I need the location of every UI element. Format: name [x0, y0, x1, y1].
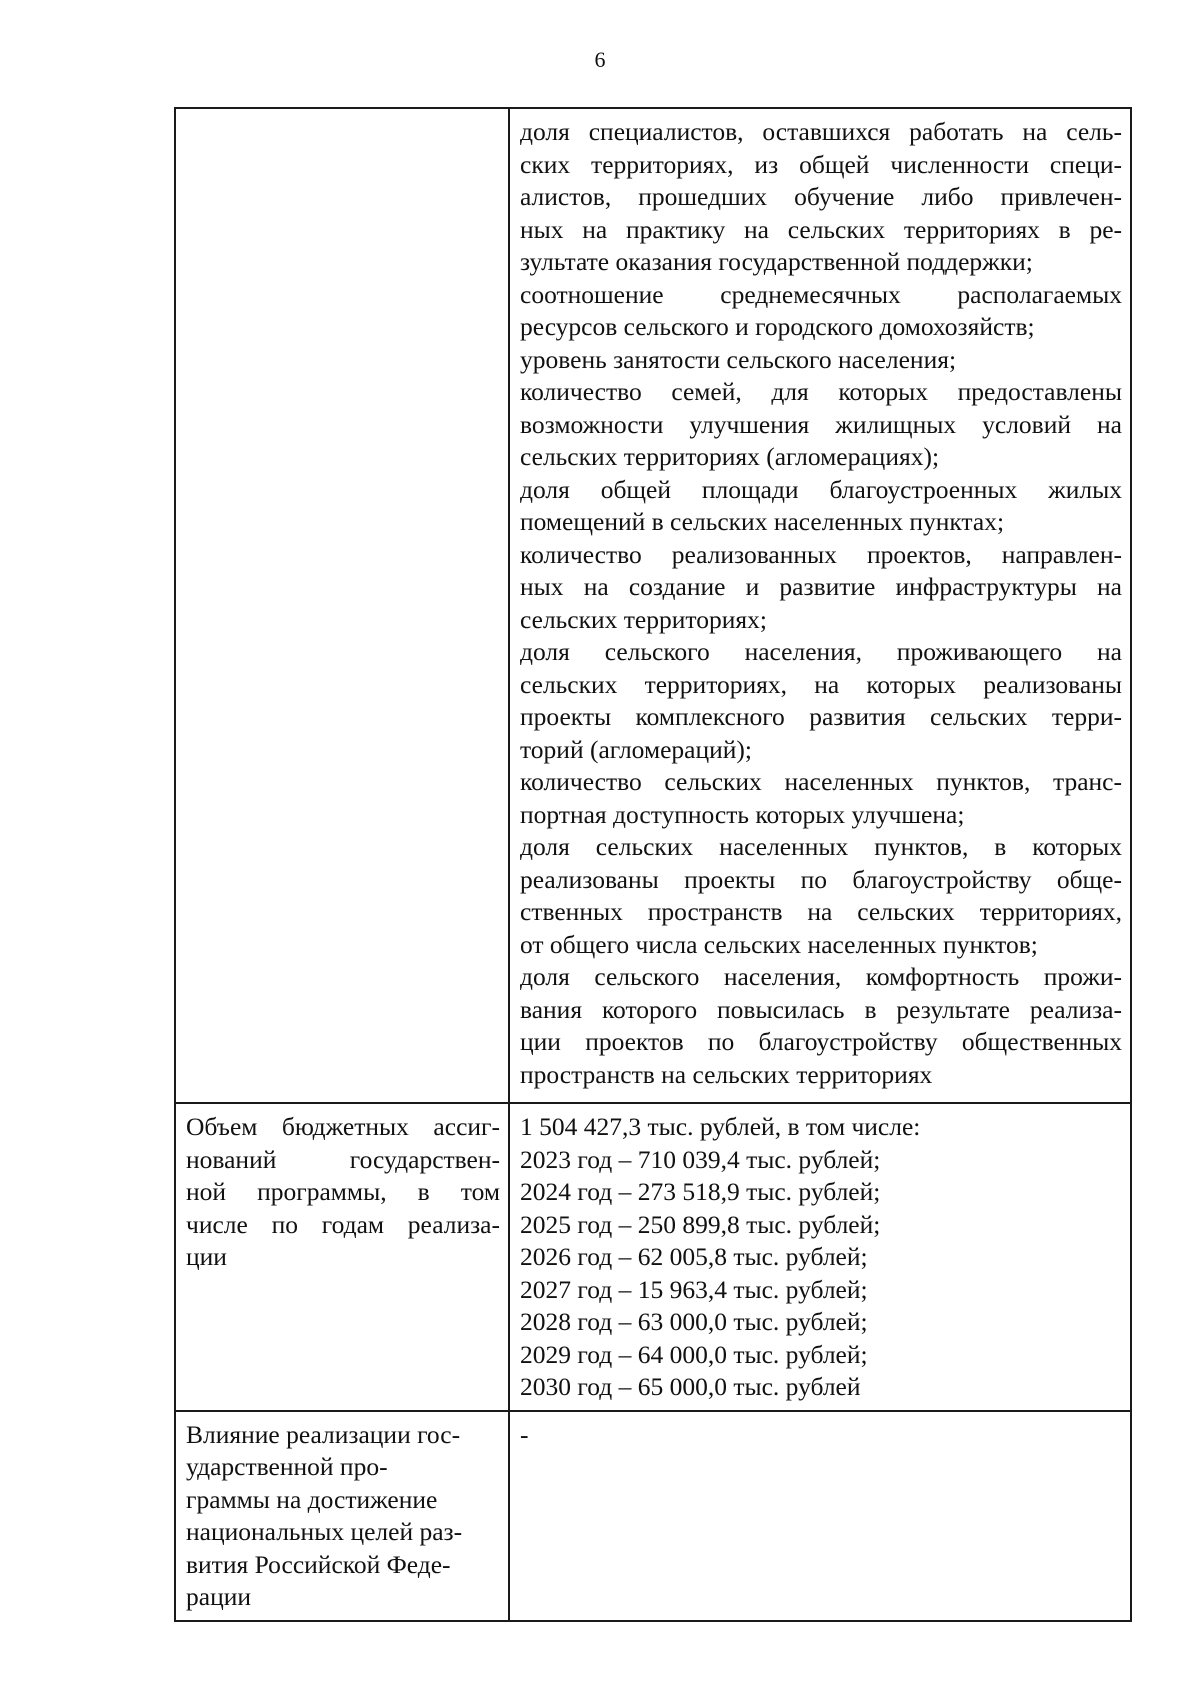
indicator-line: ресурсов сельского и городского домохозяйств; — [520, 312, 1035, 341]
influence-label-line: вития Российской Феде- — [186, 1549, 451, 1579]
indicator-line: ных на создание и развитие инфраструктуры на — [520, 572, 1122, 601]
budget-label-cell — [175, 1103, 509, 1411]
indicator-line: сельских территориях; — [520, 604, 767, 634]
influence-label-line: рации — [186, 1582, 252, 1611]
influence-value-cell: - — [509, 1411, 1131, 1621]
indicator-line: доля сельского населения, проживающего на — [520, 637, 1122, 666]
indicator-line: сельских территориях (агломерациях); — [520, 442, 940, 471]
program-passport-table — [174, 107, 1132, 1622]
indicator-line: доля общей площади благоустроенных жилых — [520, 474, 1122, 504]
influence-label-line: ударственной про- — [186, 1452, 388, 1481]
indicator-line: пространств на сельских территориях — [520, 1059, 933, 1089]
page-number: 6 — [594, 47, 606, 72]
table-row-budget — [175, 1103, 1131, 1411]
budget-year-line: 2030 год – 65 000,0 тыс. рублей — [520, 1372, 861, 1401]
budget-year-line: 2023 год – 710 039,4 тыс. рублей; — [520, 1144, 881, 1174]
indicator-line: проекты комплексного развития сельских терри- — [520, 702, 1122, 731]
indicator-line: доля специалистов, оставшихся работать на сель- — [520, 117, 1122, 146]
indicator-line: зультате оказания государственной поддержки; — [520, 247, 1033, 276]
budget-total-line: 1 504 427,3 тыс. рублей, в том числе: — [520, 1112, 921, 1141]
indicator-line: ции проектов по благоустройству общественных — [520, 1027, 1122, 1056]
indicator-line: возможности улучшения жилищных условий на — [520, 409, 1122, 439]
indicator-line: ственных пространств на сельских территориях, — [520, 897, 1122, 926]
indicator-line: торий (агломераций); — [520, 734, 752, 764]
indicator-line: ных на практику на сельских территориях в ре- — [520, 214, 1122, 244]
indicator-line: доля сельского населения, комфортность прожи- — [520, 962, 1122, 991]
indicators-value-cell — [509, 108, 1131, 1103]
influence-label-line: Влияние реализации гос- — [186, 1419, 461, 1449]
budget-year-line: 2024 год – 273 518,9 тыс. рублей; — [520, 1177, 881, 1206]
table-row-influence — [175, 1411, 1131, 1621]
indicator-line: реализованы проекты по благоустройству обще- — [520, 864, 1122, 894]
indicator-line: уровень занятости сельского населения; — [520, 344, 957, 374]
budget-label-line: ции — [186, 1242, 227, 1271]
indicator-line: количество реализованных проектов, направлен- — [520, 539, 1122, 569]
indicator-line: доля сельских населенных пунктов, в которых — [520, 832, 1122, 861]
budget-label-line: нований государствен- — [186, 1144, 500, 1174]
indicator-line: вания которого повысилась в результате реализа- — [520, 994, 1122, 1024]
indicator-line: количество семей, для которых предоставлены — [520, 377, 1122, 406]
indicator-line: портная доступность которых улучшена; — [520, 799, 965, 829]
budget-label-line: числе по годам реализа- — [186, 1209, 500, 1239]
budget-year-line: 2027 год – 15 963,4 тыс. рублей; — [520, 1274, 868, 1304]
influence-label-cell — [175, 1411, 509, 1621]
budget-label-line: Объем бюджетных ассиг- — [186, 1112, 500, 1141]
indicator-line: ских территориях, из общей численности специ- — [520, 149, 1122, 179]
indicators-label-cell — [175, 108, 509, 1103]
indicator-line: соотношение среднемесячных располагаемых — [520, 279, 1122, 309]
budget-value-cell — [509, 1103, 1131, 1411]
indicator-line: сельских территориях, на которых реализованы — [520, 669, 1122, 699]
influence-label-line: граммы на достижение — [186, 1484, 438, 1514]
budget-year-line: 2026 год – 62 005,8 тыс. рублей; — [520, 1242, 868, 1271]
budget-year-line: 2028 год – 63 000,0 тыс. рублей; — [520, 1307, 868, 1336]
budget-year-line: 2029 год – 64 000,0 тыс. рублей; — [520, 1339, 868, 1369]
indicator-line: алистов, прошедших обучение либо привлечен- — [520, 182, 1122, 211]
budget-label-line: ной программы, в том — [186, 1177, 500, 1206]
table-row-indicators — [175, 108, 1131, 1103]
indicator-line: от общего числа сельских населенных пунктов; — [520, 929, 1038, 959]
influence-label-line: национальных целей раз- — [186, 1517, 463, 1546]
indicator-line: количество сельских населенных пунктов, транс- — [520, 767, 1122, 796]
budget-year-line: 2025 год – 250 899,8 тыс. рублей; — [520, 1209, 881, 1239]
indicator-line: помещений в сельских населенных пунктах; — [520, 507, 1005, 536]
